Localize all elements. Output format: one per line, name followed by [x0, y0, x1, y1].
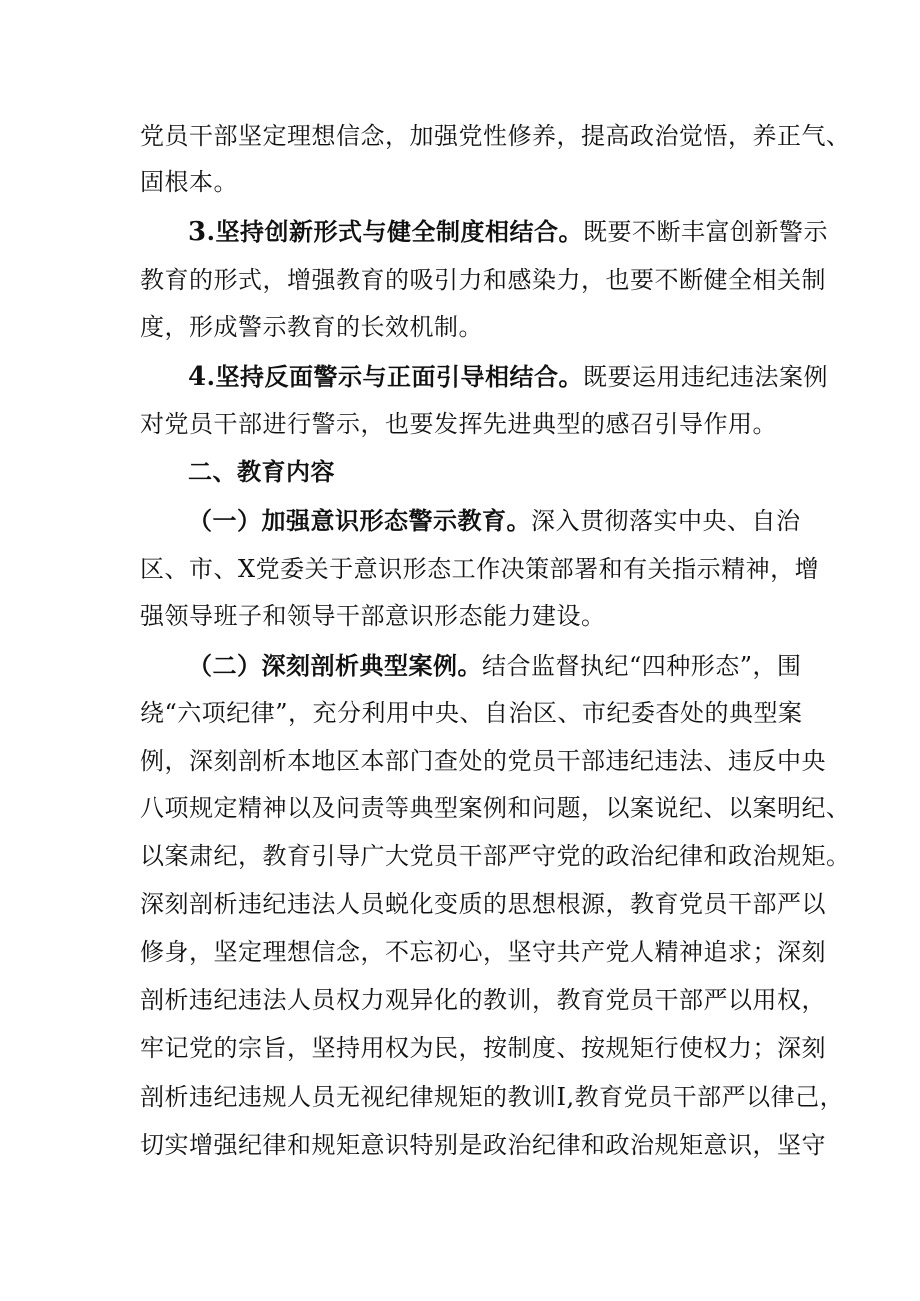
paragraph-line: 党员干部坚定理想信念，加强党性修养，提高政治觉悟，养正气、 [140, 122, 851, 150]
principle-3-line: 3.坚持创新形式与健全制度相结合。既要不断丰富创新警示 [188, 217, 828, 247]
paragraph-line: 剖析违纪违规人员无视纪律规矩的教训I,教育党员干部严以律己， [140, 1083, 845, 1111]
paragraph-line: 切实增强纪律和规矩意识特别是政治纪律和政治规矩意识，坚守 [140, 1131, 826, 1159]
subsection-heading: （二）深刻剖析典型案例。 [188, 651, 482, 680]
paragraph-line: 例，深刻剖析本地区本部门查处的党员干部违纪违法、违反中央 [140, 747, 826, 775]
paragraph-line: 以案肃纪，教育引导广大党员干部严守党的政治纪律和政治规矩。 [140, 842, 851, 870]
paragraph-line: 固根本。 [140, 168, 238, 196]
paragraph-line: 牢记党的宗旨，坚持用权为民，按制度、按规矩行使权力；深刻 [140, 1034, 826, 1062]
subsection-1-line: （一）加强意识形态警示教育。深入贯彻落实中央、自治 [188, 506, 801, 535]
paragraph-line: 强领导班子和领导干部意识形态能力建设。 [140, 602, 606, 630]
principle-heading: .坚持创新形式与健全制度相结合。 [206, 217, 583, 246]
paragraph-line: 对党员干部进行警示，也要发挥先进典型的感召引导作用。 [140, 410, 777, 438]
subsection-2-line: （二）深刻剖析典型案例。结合监督执纪“四种形态”，围 [188, 651, 802, 680]
paragraph-line: 区、市、X党委关于意识形态工作决策部署和有关指示精神，增 [140, 555, 820, 583]
section-heading: 二、教育内容 [188, 457, 335, 486]
item-number: 3 [188, 217, 207, 247]
principle-heading: .坚持反面警示与正面引导相结合。 [206, 362, 583, 391]
principle-4-line: 4.坚持反面警示与正面引导相结合。既要运用违纪违法案例 [188, 362, 828, 392]
paragraph-line: 绕“六项纪律”，充分利用中央、自治区、市纪委杳处的典型案 [140, 699, 803, 727]
paragraph-line: 度，形成警示教育的长效机制。 [140, 313, 483, 341]
item-number: 4 [188, 362, 207, 392]
paragraph-line: 修身，坚定理想信念，不忘初心，坚守共产党人精神追求；深刻 [140, 938, 826, 966]
paragraph-line: 教育的形式，增强教育的吸引力和感染力，也要不断健全相关制 [140, 266, 826, 294]
paragraph-line: 剖析违纪违法人员权力观异化的教训，教育党员干部严以用权， [140, 986, 826, 1014]
paragraph-line: 深刻剖析违纪违法人员蜕化变质的思想根源，教育党员干部严以 [140, 890, 826, 918]
subsection-heading: （一）加强意识形态警示教育。 [188, 506, 531, 535]
paragraph-line: 八项规定精神以及问责等典型案例和问题，以案说纪、以案明纪、 [140, 794, 851, 822]
